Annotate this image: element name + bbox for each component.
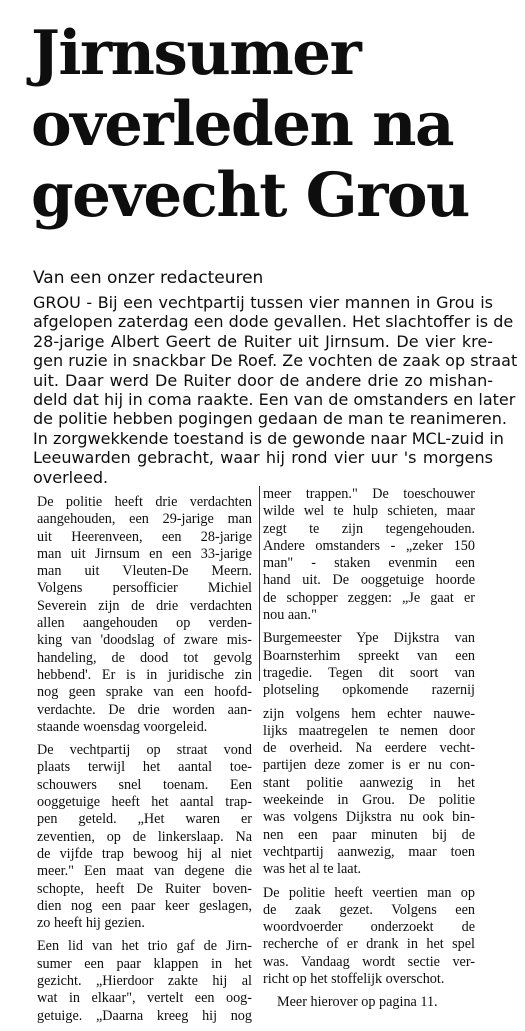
text-line: de overheid. Na eerdere vecht-	[263, 740, 475, 757]
text-line: tragedie. Tegen dit soort van	[263, 664, 475, 681]
lead-line: afgelopen zaterdag een dode gevallen. Het slachtoffer is de	[33, 312, 514, 332]
text-line: Boarnsterhim spreekt van een	[263, 647, 475, 664]
text-line: meer." Een maat van degene die	[37, 863, 252, 880]
lead-line: overleed.	[33, 467, 109, 487]
paragraph	[263, 885, 475, 989]
headline-line: gevecht Grou	[31, 160, 469, 231]
text-line: De vechtpartij op straat vond	[37, 742, 252, 759]
article-lead	[33, 293, 518, 487]
text-line: Een lid van het trio gaf de Jirn-	[37, 938, 252, 955]
text-line: ooggetuige heeft het aantal trap-	[37, 794, 252, 811]
text-line: de vijfde trap bewoog hij al niet	[37, 845, 252, 862]
text-line: pen geteld. „Het waren er	[37, 811, 252, 828]
text-line: man" - staken evenmin een	[263, 555, 475, 572]
text-line: nen een paar minuten bij de	[263, 826, 475, 843]
headline-line: Jirnsumer	[31, 18, 361, 89]
text-line: nog geen sprake van een hoofd-	[37, 684, 252, 701]
text-line: partijen deze zomer is er nu con-	[263, 757, 475, 774]
text-line: gezicht. „Hierdoor zakte hij al	[37, 973, 252, 990]
text-line: getuige. „Daarna kreeg hij nog	[37, 1007, 252, 1024]
text-line: zo heeft hij gezien.	[37, 915, 145, 932]
text-line: de zaak gezet. Volgens een	[263, 901, 475, 918]
text-line: zeventien, op de linkerslaap. Na	[37, 828, 252, 845]
text-line: verdachte. De drie worden aan-	[37, 701, 252, 718]
text-line: man uit Vleuten-De Meern.	[37, 563, 252, 580]
lead-line: In zorgwekkende toestand is de gewonde naar MCL-zuid in	[33, 428, 504, 448]
text-line: wat in elkaar", vertelt een oog-	[37, 990, 252, 1007]
text-line: stant politie aanwezig in het	[263, 774, 475, 791]
paragraph	[37, 938, 252, 1024]
text-line: Volgens persofficier Michiel	[37, 580, 252, 597]
article-byline: Van een onzer redacteuren	[33, 268, 264, 288]
text-line: Burgemeester Ype Dijkstra van	[263, 630, 475, 647]
column-rule	[259, 486, 260, 681]
text-line: De politie heeft veertien man op	[263, 884, 475, 901]
continuation-note: Meer hierover op pagina 11.	[277, 994, 438, 1011]
paragraph	[263, 994, 475, 1011]
text-line: woordvoerder onderzoekt de	[263, 919, 475, 936]
text-line: was. Vandaag wordt sectie ver-	[263, 953, 475, 970]
lead-line: GROU - Bij een vechtpartij tussen vier mannen in Grou is	[33, 293, 493, 312]
text-line: hand uit. De ooggetuige hoorde	[263, 572, 475, 589]
text-line: nou aan."	[263, 607, 317, 624]
text-line: handeling, de dood tot gevolg	[37, 649, 252, 666]
lead-line: 28-jarige Albert Geert de Ruiter uit Jirnsum. De vier kre-	[33, 331, 493, 351]
text-line: uit Heerenveen, een 28-jarige	[37, 528, 252, 545]
text-line: sumer een paar klappen in het	[37, 955, 252, 972]
text-line: was volgens Dijkstra nu ook bin-	[263, 809, 475, 826]
text-line: wilde wel te hulp schieten, maar	[263, 503, 475, 520]
text-line: lijks maatregelen te nemen door	[263, 722, 475, 739]
text-line: aangehouden, een 29-jarige man	[37, 511, 252, 528]
text-line: Severein zijn de drie verdachten	[37, 597, 252, 614]
text-line: richt op het stoffelijk overschot.	[263, 971, 445, 988]
text-line: schouwers snel toenam. Een	[37, 776, 252, 793]
right-column	[263, 486, 475, 1018]
paragraph	[263, 486, 475, 624]
lead-line: uit. Daar werd De Ruiter door de andere drie zo mishan-	[33, 370, 493, 390]
paragraph	[37, 494, 252, 736]
text-line: plotseling opkomende razernij	[263, 682, 475, 699]
lead-line: de politie hebben pogingen gedaan de man te reanimeren.	[33, 409, 507, 429]
lead-line: gen ruzie in snackbar De Roef. Ze vochten de zaak op straat	[33, 351, 518, 371]
text-line: king van 'doodslag of zware mis-	[37, 632, 252, 649]
text-line: hebbend'. Er is in juridische zin	[37, 666, 252, 683]
text-line: De politie heeft drie verdachten	[37, 494, 252, 510]
text-line: was het al te laat.	[263, 861, 362, 878]
text-line: Andere omstanders - „zeker 150	[263, 537, 475, 554]
lead-line: Leeuwarden gebracht, waar hij rond vier uur 's morgens	[33, 448, 493, 468]
text-line: schopte, heeft De Ruiter boven-	[37, 880, 252, 897]
paragraph	[37, 742, 252, 932]
text-line: de schopper zeggen: „Je gaat er	[263, 589, 475, 606]
text-line: zegt te zijn tegengehouden.	[263, 520, 475, 537]
left-column	[37, 494, 252, 1031]
text-line: meer trappen." De toeschouwer	[263, 486, 475, 502]
text-line: zijn volgens hem echter nauwe-	[263, 705, 475, 722]
text-line: weekeinde in Grou. De politie	[263, 792, 475, 809]
text-line: plaats terwijl het aantal toe-	[37, 759, 252, 776]
text-line: recherche of er drank in het spel	[263, 936, 475, 953]
article-headline	[31, 18, 511, 231]
text-line: dien nog een paar keer geslagen,	[37, 897, 252, 914]
text-line: vechtpartij aanwezig, maar toen	[263, 843, 475, 860]
paragraph	[263, 630, 475, 699]
text-line: allen aangehouden op verden-	[37, 615, 252, 632]
headline-line: overleden na	[31, 89, 453, 160]
paragraph	[263, 706, 475, 879]
text-line: staande woensdag voorgeleid.	[37, 718, 208, 735]
text-line: man uit Jirnsum en een 33-jarige	[37, 545, 252, 562]
lead-line: deld dat hij in coma raakte. Een van de omstanders en later	[33, 390, 516, 410]
